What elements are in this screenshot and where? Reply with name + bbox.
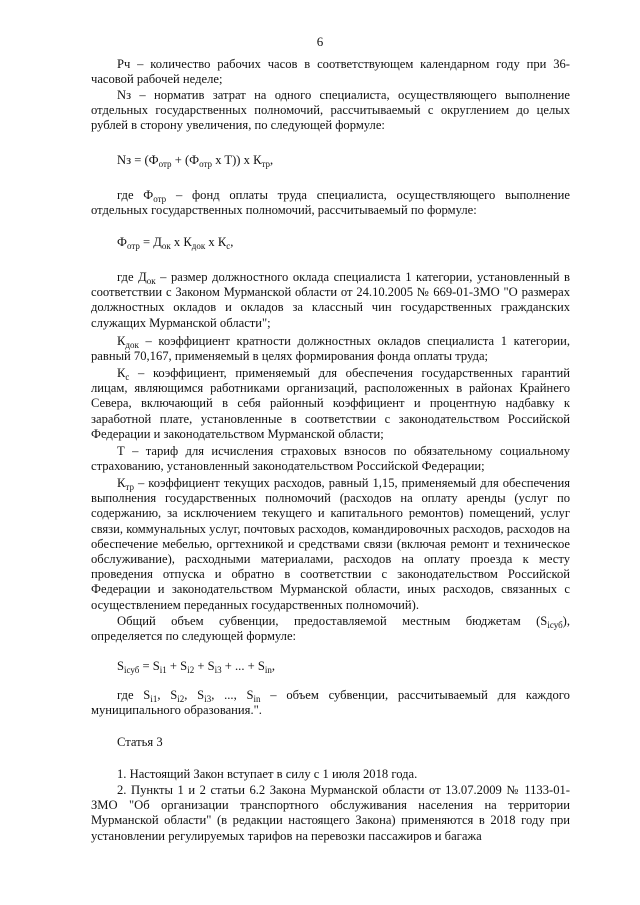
formula-nz: Nз = ($Ф_{отр} + (Ф_{отр}$ x T)) x $К_{тр}$,: [117, 153, 274, 169]
paragraph-text: Т – тариф для исчисления страховых взносов по обязательному социальному страхованию, установленный законодательством Российской Федерации;: [91, 444, 570, 474]
paragraph-kdok: $К_{док}$ – коэффициент кратности должностных окладов специалиста 1 категории, равный 70,167, применяемый в целях формирования фонда оплаты труда;: [91, 334, 570, 364]
paragraph-subvention: Общий объем субвенции, предоставляемой местным бюджетам $(S_{iсуб})$, определяется по следующей формуле:: [91, 614, 570, 644]
paragraph-text: Рч – количество рабочих часов в соответствующем календарном году при 36-часовой рабочей неделе;: [91, 57, 570, 87]
item-1: 1. Настоящий Закон вступает в силу с 1 июля 2018 года.: [117, 767, 418, 781]
page-number: 6: [316, 34, 324, 49]
paragraph-rch: [91, 57, 570, 87]
article-heading: Статья 3: [117, 735, 163, 749]
paragraph-dok: где $Д_{ок}$ – размер должностного оклада специалиста 1 категории, установленный в соответствии с Законом Мурманской области от 24.10.2005 № 669-01-ЗМО "О размерах должностных окладов и окладов за классный чин государственных гражданских служащих Мурманской области";: [91, 270, 570, 330]
paragraph-t: [91, 444, 570, 474]
item-2: 2. Пункты 1 и 2 статьи 6.2 Закона Мурманской области от 13.07.2009 № 1133-01-ЗМО "Об организации транспортного обслуживания населения на территории Мурманской области" (в редакции настоящего Закона) применяются в 2018 году при установлении регулируемых тарифов на перевозки пассажиров и багажа: [91, 783, 570, 843]
paragraph-nz: [91, 88, 570, 134]
paragraph-kc: $К_с$ – коэффициент, применяемый для обеспечения государственных гарантий лицам, являющимся работниками организаций, расположенных в районах Крайнего Севера, включающий в себя районный коэффициент и процентную надбавку к заработной плате, установленные в соответствии с законодательством Российской Федерации и законодательством Мурманской области;: [91, 366, 570, 441]
paragraph-ktr: $К_{тр}$ – коэффициент текущих расходов, равный 1,15, применяемый для обеспечения выполнения государственных полномочий (расходов на оплату аренды (услуг по содержанию, за исключением текущего и капитального ремонтов) помещений, услуг связи, коммунальных услуг, почтовых расходов, командировочных расходов, расходов на обеспечение мебелью, оргтехникой и средствами связи (включая ремонт и техническое обслуживание), расходными материалами, расходов на оплату проезда к месту проведения отпуска и обратно в соответствии с законодательством Российской Федерации и законодательством Мурманской области, иных расходов, связанных с осуществлением переданных государственных полномочий).: [91, 476, 570, 612]
formula-fotr: $Ф_{отр} = Д_{ок}$ x $К_{док}$ x $К_с$,: [117, 235, 234, 251]
paragraph-sdef: где $S_{i1}$, $S_{i2}$, $S_{i3}$, ..., $S_{in}$ – объем субвенции, рассчитываемый для каждого муниципального образования.".: [91, 688, 570, 718]
formula-subvention: $S_{iсуб} = S_{i1} + S_{i2} + S_{i3}$ + ... + $S_{in}$,: [117, 659, 276, 675]
paragraph-fotr: где $Ф_{отр}$ – фонд оплаты труда специалиста, осуществляющего выполнение отдельных государственных полномочий, рассчитываемый по формуле:: [91, 188, 571, 218]
paragraph-text: Nз – норматив затрат на одного специалиста, осуществляющего выполнение отдельных государственных полномочий, рассчитываемый с округлением до целых рублей в сторону увеличения, по следующей формуле:: [91, 88, 570, 133]
